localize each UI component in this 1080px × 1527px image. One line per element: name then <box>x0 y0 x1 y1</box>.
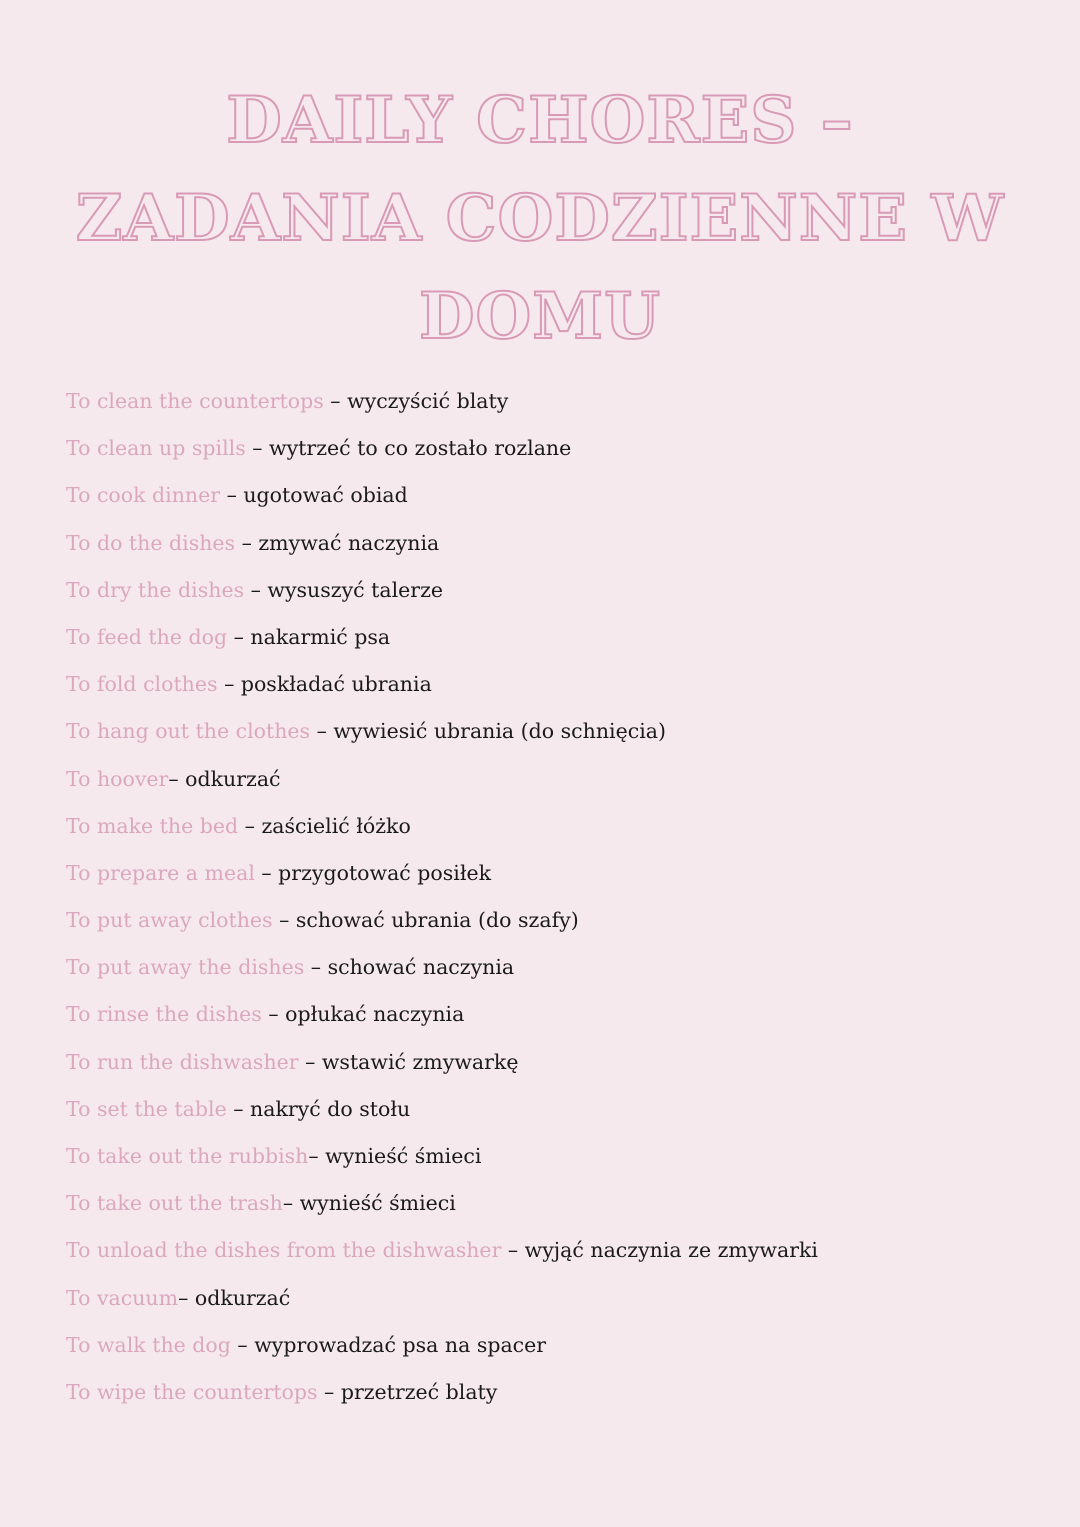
dash-separator: – <box>254 860 279 885</box>
polish-translation: opłukać naczynia <box>285 1002 465 1027</box>
vocabulary-item <box>66 991 1046 1038</box>
english-phrase: To rinse the dishes <box>66 1002 262 1027</box>
vocabulary-list <box>66 378 1046 1416</box>
vocabulary-item <box>66 1227 1046 1274</box>
dash-separator: – <box>230 1332 255 1357</box>
polish-translation: wytrzeć to co zostało rozlane <box>269 436 572 461</box>
polish-translation: poskładać ubrania <box>240 672 432 697</box>
polish-translation: wysuszyć talerze <box>267 577 444 602</box>
vocabulary-item <box>66 378 1046 425</box>
english-phrase: To put away the dishes <box>66 955 305 980</box>
dash-separator: – <box>220 483 244 508</box>
polish-translation: nakryć do stołu <box>250 1096 411 1121</box>
vocabulary-item <box>66 1133 1046 1180</box>
english-phrase: To dry the dishes <box>66 577 245 602</box>
polish-translation: odkurzać <box>185 766 281 791</box>
dash-separator: – <box>226 1096 251 1121</box>
polish-translation: wynieść śmieci <box>299 1191 456 1216</box>
english-phrase: To run the dishwasher <box>66 1049 299 1074</box>
dash-separator: – <box>235 530 259 555</box>
dash-separator: – <box>308 1144 326 1168</box>
english-phrase: To do the dishes <box>66 530 236 555</box>
title-line-2: ZADANIA CODZIENNE W <box>75 181 1005 256</box>
english-phrase: To make the bed <box>66 813 239 838</box>
dash-separator: – <box>304 955 328 980</box>
vocabulary-item <box>66 803 1046 850</box>
vocabulary-item <box>66 756 1046 803</box>
english-phrase: To vacuum <box>66 1285 179 1310</box>
polish-translation: odkurzać <box>194 1285 291 1310</box>
english-phrase: To walk the dog <box>66 1332 231 1357</box>
dash-separator: – <box>282 1191 300 1216</box>
polish-translation: schować ubrania (do szafy) <box>295 908 579 933</box>
english-phrase: To put away clothes <box>66 908 273 933</box>
polish-translation: przygotować posiłek <box>278 860 492 885</box>
polish-translation: ugotować obiad <box>243 483 408 508</box>
dash-separator: – <box>168 766 186 791</box>
vocabulary-item <box>66 944 1046 991</box>
dash-separator: – <box>244 577 268 602</box>
vocabulary-item <box>66 1180 1046 1227</box>
vocabulary-item <box>66 1322 1046 1369</box>
vocabulary-item <box>66 661 1046 708</box>
vocabulary-item <box>66 897 1046 944</box>
english-phrase: To take out the trash <box>66 1191 283 1216</box>
vocabulary-item <box>66 1275 1046 1322</box>
english-phrase: To hang out the clothes <box>66 719 311 744</box>
english-phrase: To clean the countertops <box>66 389 324 413</box>
polish-translation: wyprowadzać psa na spacer <box>254 1332 547 1357</box>
english-phrase: To wipe the countertops <box>66 1379 318 1404</box>
vocabulary-item <box>66 520 1046 567</box>
polish-translation: zaścielić łóżko <box>261 813 411 838</box>
polish-translation: schować naczynia <box>327 955 515 980</box>
dash-separator: – <box>261 1002 286 1027</box>
dash-separator: – <box>178 1285 195 1310</box>
english-phrase: To feed the dog <box>66 624 228 649</box>
polish-translation: wyjąć naczynia ze zmywarki <box>524 1238 818 1263</box>
vocabulary-item <box>66 708 1046 755</box>
english-phrase: To hoover <box>66 766 169 791</box>
title-line-1: DAILY CHORES – <box>226 83 854 158</box>
english-phrase: To prepare a meal <box>66 860 255 885</box>
title-line-3: DOMU <box>419 279 661 354</box>
vocabulary-item <box>66 850 1046 897</box>
dash-separator: – <box>298 1049 322 1074</box>
english-phrase: To cook dinner <box>66 483 221 508</box>
dash-separator: – <box>238 813 262 838</box>
polish-translation: wstawić zmywarkę <box>321 1049 519 1074</box>
polish-translation: przetrzeć blaty <box>340 1379 498 1404</box>
polish-translation: wywiesić ubrania (do schnięcia) <box>333 719 666 744</box>
dash-separator: – <box>272 908 296 933</box>
polish-translation: zmywać naczynia <box>258 530 440 555</box>
english-phrase: To take out the rubbish <box>66 1144 309 1168</box>
english-phrase: To set the table <box>66 1096 227 1121</box>
vocabulary-item <box>66 1039 1046 1086</box>
english-phrase: To clean up spills <box>66 436 246 461</box>
vocabulary-item <box>66 567 1046 614</box>
dash-separator: – <box>227 624 251 649</box>
dash-separator: – <box>501 1238 525 1263</box>
vocabulary-item <box>66 472 1046 519</box>
polish-translation: wyczyścić blaty <box>347 389 509 413</box>
vocabulary-item <box>66 614 1046 661</box>
dash-separator: – <box>317 1379 341 1404</box>
english-phrase: To fold clothes <box>66 672 218 697</box>
vocabulary-item <box>66 1369 1046 1416</box>
english-phrase: To unload the dishes from the dishwasher <box>66 1238 502 1263</box>
dash-separator: – <box>245 436 270 461</box>
polish-translation: nakarmić psa <box>250 624 391 649</box>
dash-separator: – <box>323 389 348 413</box>
dash-separator: – <box>217 672 241 697</box>
vocabulary-item <box>66 1086 1046 1133</box>
dash-separator: – <box>310 719 334 744</box>
polish-translation: wynieść śmieci <box>325 1144 482 1168</box>
page-title <box>0 72 1080 366</box>
vocabulary-item <box>66 425 1046 472</box>
